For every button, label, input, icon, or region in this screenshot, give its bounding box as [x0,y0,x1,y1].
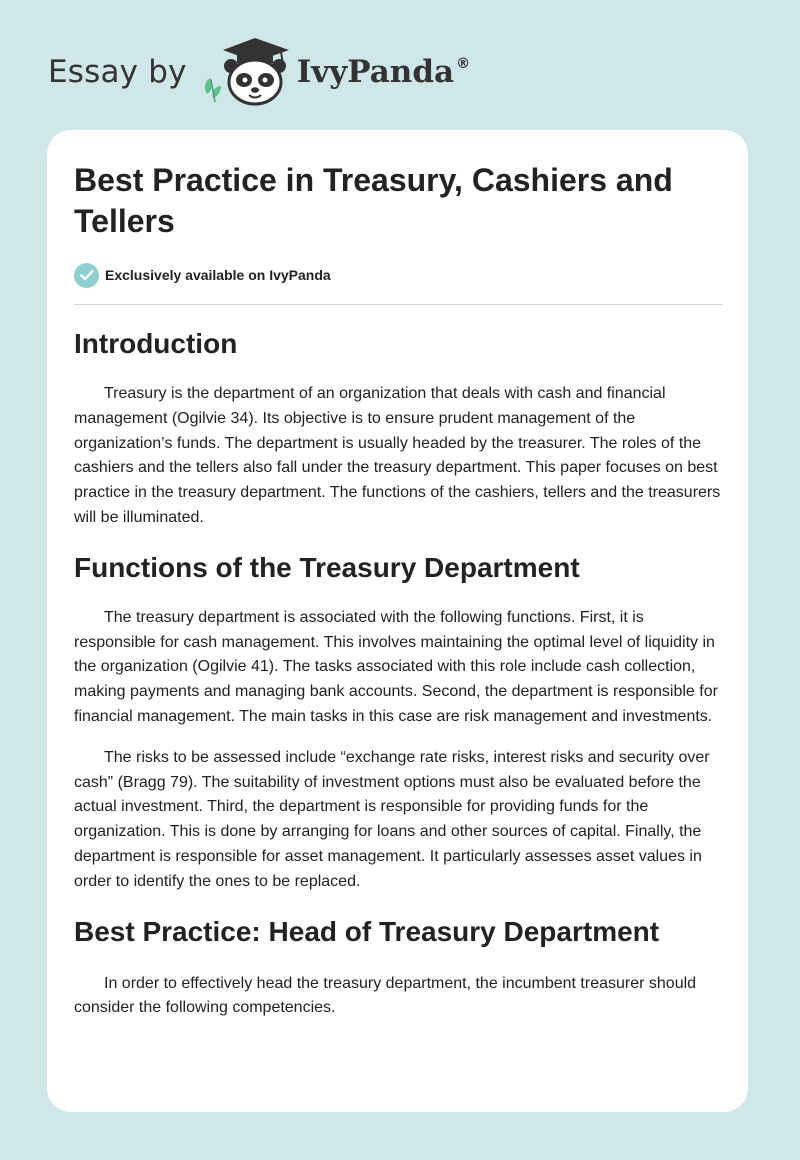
essay-card [47,130,748,1112]
page-title: Best Practice in Treasury, Cashiers and Tellers [74,162,673,239]
paragraph: The treasury department is associated with the following functions. First, it is responsible for cash management. This involves maintaining the optimal level of liquidity in the organization (Ogilvie 41). The tasks associated with this role include cash collection, making payments and managing bank accounts. Second, the department is responsible for financial management. The main tasks in this case are risk management and investments. [74,608,718,725]
section-heading-best-practice: Best Practice: Head of Treasury Department [74,915,660,947]
section-heading-functions: Functions of the Treasury Department [74,551,580,583]
exclusive-badge-text: Exclusively available on IvyPanda [105,267,331,283]
panda-graduate-logo-icon[interactable] [201,36,293,108]
paragraph: Treasury is the department of an organization that deals with cash and financial management (Ogilvie 34). Its objective is to ensure prudent management of the organization’s funds. The department is usually headed by the treasurer. The roles of the cashiers and the tellers also fall under the treasury department. This paper focuses on best practice in the treasury department. The functions of the cashiers, tellers and the treasurers will be illuminated. [74,385,721,526]
site-header [48,36,470,108]
divider [74,304,723,305]
paragraph: In order to effectively head the treasury department, the incumbent treasurer should consider the following competencies. [74,974,697,1017]
essay-content [74,160,723,1021]
section-heading-introduction: Introduction [74,328,238,359]
paragraph: The risks to be assessed include “exchange rate risks, interest risks and security over cash” (Bragg 79). The suitability of investment options must also be evaluated before the actual investment. Third, the department is responsible for providing funds for the organization. This is done by arranging for loans and other sources of capital. Finally, the department is responsible for asset management. It particularly assesses asset values in order to identify the ones to be replaced. [74,748,710,890]
exclusive-badge [74,262,723,288]
brand-name-text: IvyPanda [296,54,455,90]
check-icon [74,263,99,288]
brand-name[interactable] [297,54,470,90]
essay-by-label: Essay by [48,54,187,90]
trademark-symbol: ® [456,56,471,72]
